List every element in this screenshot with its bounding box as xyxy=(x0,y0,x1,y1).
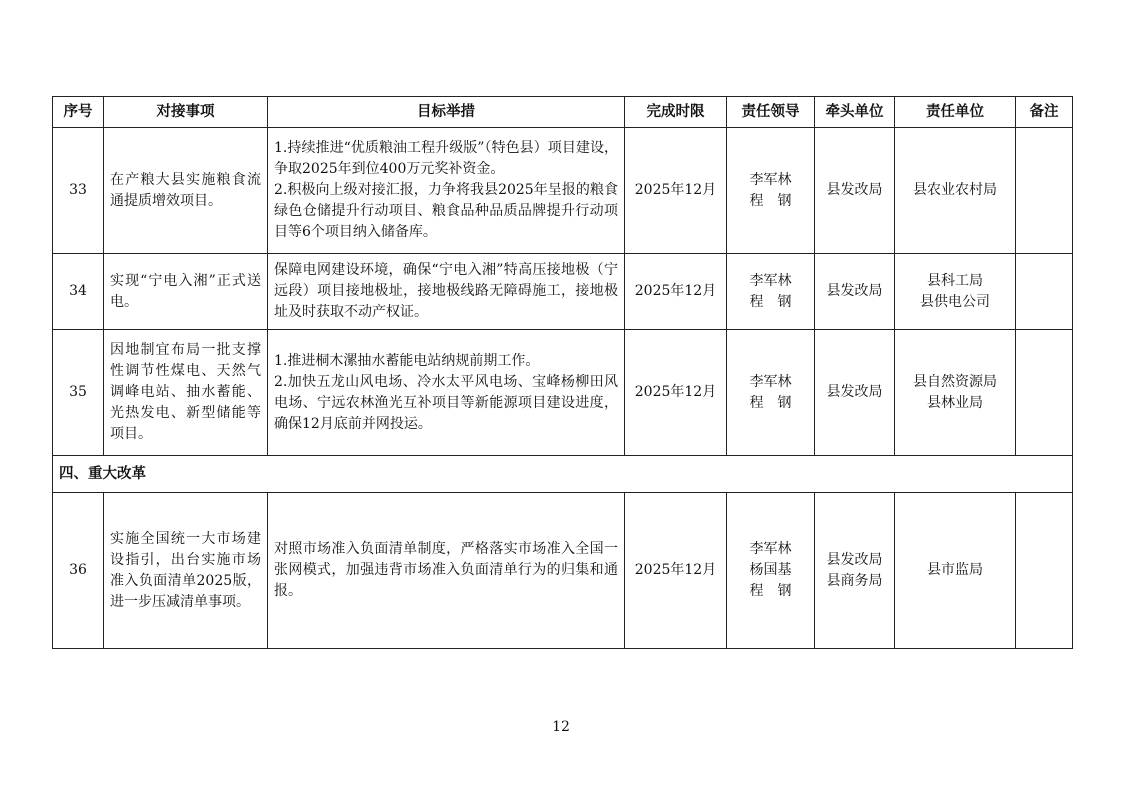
row-leaders: 李军林 杨国基 程 钢 xyxy=(727,493,815,649)
header-remark: 备注 xyxy=(1016,97,1073,128)
table-row xyxy=(53,493,1073,649)
header-item: 对接事项 xyxy=(104,97,268,128)
row-lead-unit: 县发改局 xyxy=(815,254,895,330)
row-lead-unit: 县发改局 xyxy=(815,330,895,456)
header-lead-unit: 牵头单位 xyxy=(815,97,895,128)
page-number: 12 xyxy=(552,719,570,735)
section-row xyxy=(53,456,1073,493)
row-lead-unit: 县发改局 xyxy=(815,128,895,254)
row-remark xyxy=(1016,330,1073,456)
row-leaders: 李军林 程 钢 xyxy=(727,128,815,254)
row-item: 在产粮大县实施粮食流通提质增效项目。 xyxy=(104,128,268,254)
header-deadline: 完成时限 xyxy=(625,97,727,128)
section-heading: 四、重大改革 xyxy=(53,456,1073,493)
header-no: 序号 xyxy=(53,97,104,128)
row-item: 实现“宁电入湘”正式送电。 xyxy=(104,254,268,330)
header-resp-unit: 责任单位 xyxy=(895,97,1016,128)
row-measures: 保障电网建设环境，确保“宁电入湘”特高压接地极（宁远段）项目接地极址，接地极线路无障碍施工，接地极址及时获取不动产权证。 xyxy=(268,254,625,330)
header-leaders: 责任领导 xyxy=(727,97,815,128)
row-number: 33 xyxy=(53,128,104,254)
row-item: 因地制宜布局一批支撑性调节性煤电、天然气调峰电站、抽水蓄能、光热发电、新型储能等项目。 xyxy=(104,330,268,456)
header-measures: 目标举措 xyxy=(268,97,625,128)
row-number: 35 xyxy=(53,330,104,456)
row-resp-unit: 县农业农村局 xyxy=(895,128,1016,254)
row-item: 实施全国统一大市场建设指引，出台实施市场准入负面清单2025版，进一步压减清单事项。 xyxy=(104,493,268,649)
row-resp-unit: 县科工局 县供电公司 xyxy=(895,254,1016,330)
row-measures: 对照市场准入负面清单制度，严格落实市场准入全国一张网模式，加强违背市场准入负面清单行为的归集和通报。 xyxy=(268,493,625,649)
table-row xyxy=(53,330,1073,456)
row-lead-unit: 县发改局 县商务局 xyxy=(815,493,895,649)
table-row xyxy=(53,128,1073,254)
plan-table xyxy=(52,96,1073,649)
row-leaders: 李军林 程 钢 xyxy=(727,330,815,456)
row-leaders: 李军林 程 钢 xyxy=(727,254,815,330)
row-number: 34 xyxy=(53,254,104,330)
row-deadline: 2025年12月 xyxy=(625,128,727,254)
row-resp-unit: 县市监局 xyxy=(895,493,1016,649)
header-row xyxy=(53,97,1073,128)
row-remark xyxy=(1016,128,1073,254)
row-number: 36 xyxy=(53,493,104,649)
row-measures: 1.持续推进“优质粮油工程升级版”（特色县）项目建设，争取2025年到位400万元奖补资金。 2.积极向上级对接汇报，力争将我县2025年呈报的粮食绿色仓储提升行动项目、粮食品种品质品牌提升行动项目等6个项目纳入储备库。 xyxy=(268,128,625,254)
row-deadline: 2025年12月 xyxy=(625,493,727,649)
row-remark xyxy=(1016,493,1073,649)
row-measures: 1.推进桐木漯抽水蓄能电站纳规前期工作。 2.加快五龙山风电场、冷水太平风电场、宝峰杨柳田风电场、宁远农林渔光互补项目等新能源项目建设进度，确保12月底前并网投运。 xyxy=(268,330,625,456)
table-row xyxy=(53,254,1073,330)
row-remark xyxy=(1016,254,1073,330)
row-resp-unit: 县自然资源局 县林业局 xyxy=(895,330,1016,456)
row-deadline: 2025年12月 xyxy=(625,254,727,330)
row-deadline: 2025年12月 xyxy=(625,330,727,456)
